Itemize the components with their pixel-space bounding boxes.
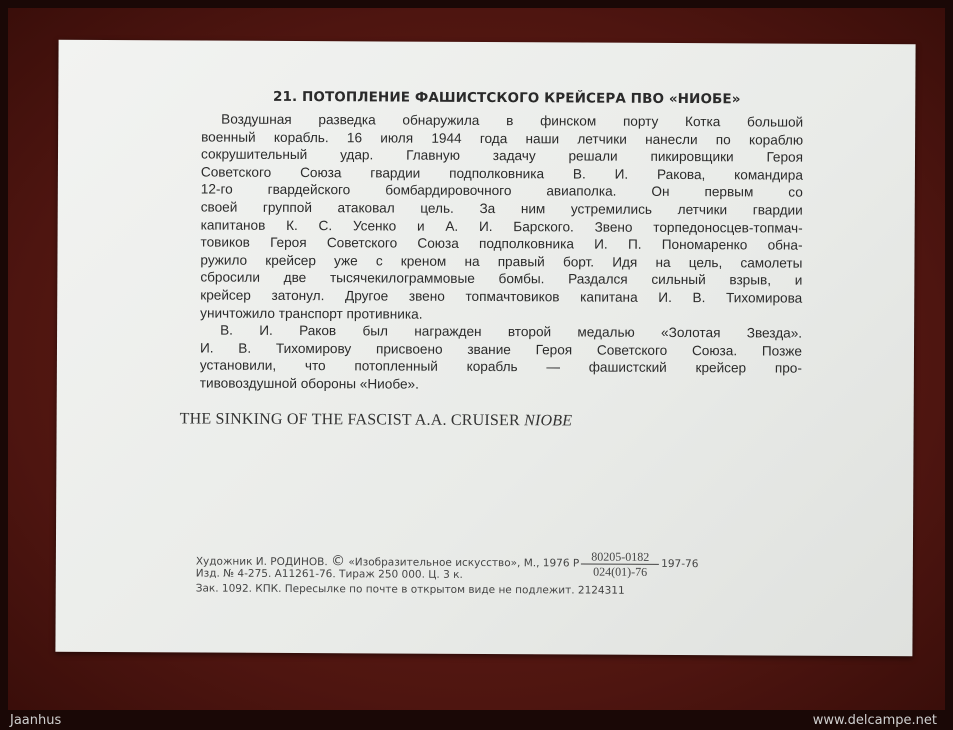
body-line: И. В. Тихомирову присвоено звание Героя Советского Союза. Позже	[199, 340, 803, 359]
body-line: тивовоздушной обороны «Ниобе».	[199, 375, 419, 392]
body-line: сокрушительный удар. Главную задачу решали пикировщики Героя	[200, 146, 804, 165]
imprint-line-2: Изд. № 4-275. А11261-76. Тираж 250 000. Ц. 3 к.	[195, 567, 463, 581]
card-body-text	[200, 111, 803, 396]
english-caption	[180, 410, 573, 430]
card-title: 21. ПОТОПЛЕНИЕ ФАШИСТСКОГО КРЕЙСЕРА ПВО «НИОБЕ»	[272, 88, 741, 108]
publisher-name: «Изобразительное искусство», М., 1976 Р	[348, 556, 580, 570]
body-line: крейсер затонул. Другое звено топмачтовиков капитана И. В. Тихомирова	[200, 287, 803, 306]
body-line: В. И. Раков был награжден второй медалью «Золотая Звезда».	[220, 322, 803, 341]
body-line: товиков Героя Советского Союза подполковника И. П. Пономаренко обна-	[200, 234, 803, 253]
body-line: сбросили две тысячекилограммовые бомбы. Раздался сильный взрыв, и	[200, 269, 803, 289]
publisher-imprint	[195, 549, 699, 598]
body-line: уничтожило транспорт противника.	[200, 305, 423, 322]
catalog-code: 197-76	[661, 557, 699, 571]
body-line: Советского Союза гвардии подполковника В. И. Ракова, командира	[200, 164, 803, 183]
body-line: военный корабль. 16 июля 1944 года наши летчики нанесли по кораблю	[201, 129, 804, 148]
body-line: установили, что потопленный корабль — фашистский крейсер про-	[199, 357, 802, 376]
body-line: своей группой атаковал цель. За ним устремились летчики гвардии	[200, 199, 803, 218]
copyright-icon: ©	[330, 553, 346, 570]
body-line: капитанов К. С. Усенко и А. И. Барского. Звено торпедоносцев-топмач-	[200, 217, 803, 236]
fraction-numerator: 80205-0182	[581, 551, 659, 565]
fraction-denominator: 024(01)-76	[593, 564, 648, 579]
body-line: Воздушная разведка обнаружила в финском порту Котка большой	[221, 111, 804, 130]
watermark-right: www.delcampe.net	[812, 713, 937, 728]
body-line: ружило крейсер уже с креном на правый борт. Идя на цель, самолеты	[200, 252, 803, 271]
english-caption-ship-name: NIOBE	[524, 412, 573, 430]
watermark-left: Jaanhus	[10, 713, 62, 728]
imprint-line-3: Зак. 1092. КПК. Пересылке по почте в открытом виде не подлежит. 2124311	[195, 582, 625, 597]
artist-credit: Художник И. РОДИНОВ.	[195, 555, 328, 569]
catalog-fraction	[581, 549, 659, 579]
body-line: 12-го гвардейского бомбардировочного авиаполка. Он первым со	[200, 181, 803, 201]
postcard	[55, 40, 915, 656]
english-caption-text: THE SINKING OF THE FASCIST A.A. CRUISER	[179, 410, 520, 430]
